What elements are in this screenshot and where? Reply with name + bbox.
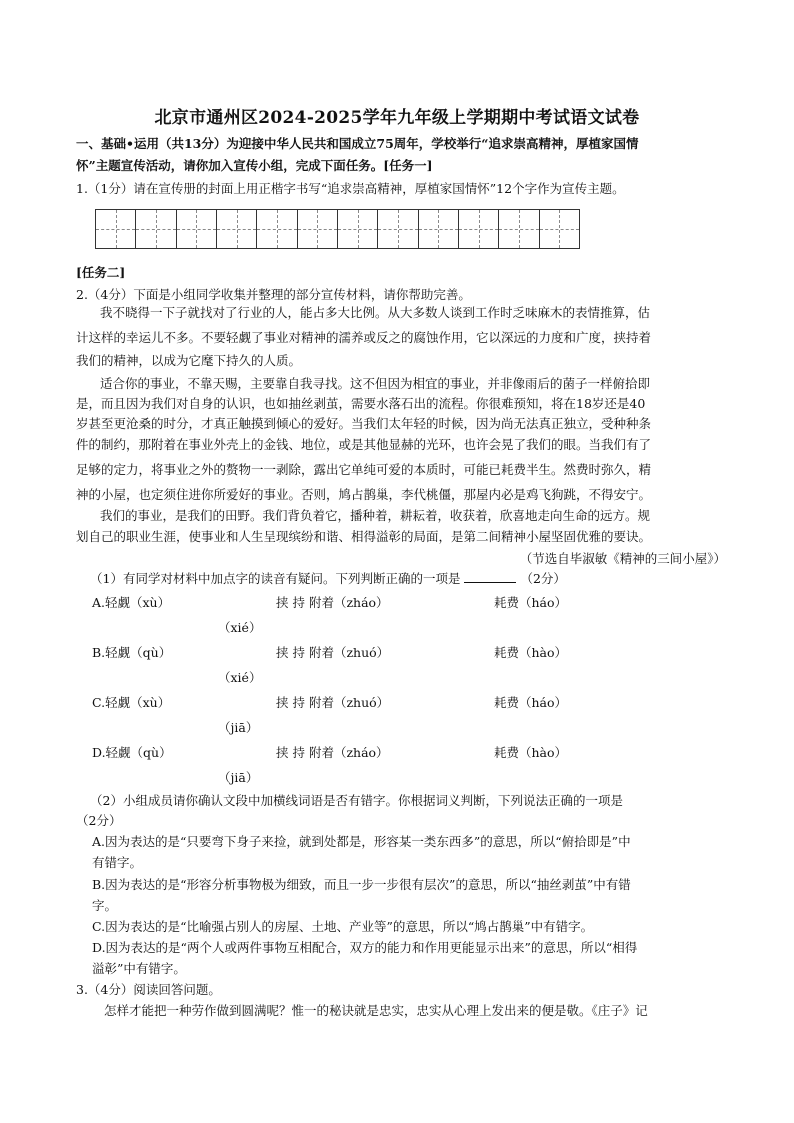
- answer-blank[interactable]: [464, 570, 516, 583]
- option-d-part1[interactable]: D.轻觑（qù）: [92, 745, 172, 760]
- writing-grid[interactable]: [95, 209, 580, 249]
- option-c-part3: 耗费（háo）: [494, 695, 568, 710]
- page-title: 北京市通州区2024-2025学年九年级上学期期中考试语文试卷: [154, 108, 640, 128]
- grid-cell[interactable]: [540, 210, 579, 248]
- passage-p2-line: 是，而且因为我们对自身的认识，也如抽丝剥茧，需要水落石出的流程。你很难预知，将在18岁还是40: [76, 396, 646, 411]
- grid-cell[interactable]: [338, 210, 378, 248]
- grid-cell[interactable]: [217, 210, 257, 248]
- question-3-intro: 3.（4分）阅读回答问题。: [76, 982, 221, 997]
- passage-p3-line: 划自己的职业生涯，使事业和人生呈现缤纷和谐、相得溢彰的局面，是第二间精神小屋坚固优雅的要诀。: [76, 529, 652, 544]
- option-c-part4: （jiā）: [218, 720, 259, 735]
- option-b-part3: 耗费（hào）: [494, 645, 568, 660]
- grid-cell[interactable]: [257, 210, 297, 248]
- sub-question-1-stem: （1）有同学对材料中加点字的读音有疑问。下列判断正确的一项是: [90, 571, 461, 586]
- grid-cell[interactable]: [378, 210, 418, 248]
- passage-p2-line: 件的制约，那附着在事业外壳上的金钱、地位，或是其他显赫的光环，也许会晃了我们的眼。当我们有了: [76, 437, 652, 452]
- grid-cell[interactable]: [499, 210, 539, 248]
- option-a-part2: 挟 持 附着（zháo）: [276, 595, 389, 610]
- section-heading-line-1: 一、基础•运用（共13分）为迎接中华人民共和国成立75周年，学校举行“追求崇高精神，厚植家国情: [76, 136, 639, 151]
- option-c-part2: 挟 持 附着（zhuó）: [276, 695, 390, 710]
- grid-cell[interactable]: [298, 210, 338, 248]
- sub-question-2-score: （2分）: [76, 813, 122, 828]
- sub-question-2-option[interactable]: A.因为表达的是“只要弯下身子来捡，就到处都是，形容某一类东西多”的意思，所以“俯拾即是”中: [92, 834, 631, 849]
- passage-p2-line: 适合你的事业，不靠天赐，主要靠自我寻找。这不但因为相宜的事业，并非像雨后的菌子一样俯拾即: [100, 376, 651, 391]
- question-1: 1.（1分）请在宣传册的封面上用正楷字书写“追求崇高精神，厚植家国情怀”12个字作为宣传主题。: [76, 181, 625, 196]
- option-c-part1[interactable]: C.轻觑（xù）: [92, 695, 171, 710]
- sub-question-2-option-cont: 字。: [92, 898, 118, 913]
- grid-cell[interactable]: [96, 210, 136, 248]
- question-3-passage-line: 怎样才能把一种劳作做到圆满呢？惟一的秘诀就是忠实，忠实从心理上发出来的便是敬。《庄子》记: [104, 1003, 648, 1018]
- question-2-intro: 2.（4分）下面是小组同学收集并整理的部分宣传材料，请你帮助完善。: [76, 287, 471, 302]
- option-b-part4: （xié）: [218, 670, 262, 685]
- option-a-part3: 耗费（háo）: [494, 595, 568, 610]
- grid-cell[interactable]: [419, 210, 459, 248]
- sub-question-1-score: （2分）: [520, 571, 566, 586]
- passage-p1-line: 我们的精神，以成为它麾下持久的人质。: [76, 353, 302, 368]
- option-d-part2: 挟 持 附着（zháo）: [276, 745, 389, 760]
- option-a-part1[interactable]: A.轻觑（xù）: [92, 595, 171, 610]
- passage-source: （节选自毕淑敏《精神的三间小屋》）: [519, 551, 726, 566]
- sub-question-2-option[interactable]: C.因为表达的是“比喻强占别人的房屋、土地、产业等”的意思，所以“鸠占鹊巢”中有错字。: [92, 919, 594, 934]
- passage-p1-line: 我不晓得一下子就找对了行业的人，能占多大比例。从大多数人谈到工作时乏味麻木的表情推算，估: [100, 305, 651, 320]
- option-b-part1[interactable]: B.轻觑（qù）: [92, 645, 172, 660]
- sub-question-2-option-cont: 溢彰”中有错字。: [92, 961, 186, 976]
- sub-question-2-option-cont: 有错字。: [92, 855, 143, 870]
- option-d-part3: 耗费（hào）: [494, 745, 568, 760]
- sub-question-2-stem: （2）小组成员请你确认文段中加横线词语是否有错字。你根据词义判断，下列说法正确的一项是: [90, 793, 623, 808]
- grid-cell[interactable]: [136, 210, 176, 248]
- option-d-part4: （jiā）: [218, 770, 259, 785]
- passage-p2-line: 神的小屋，也定须住进你所爱好的事业。否则，鸠占鹊巢，李代桃僵，那屋内必是鸡飞狗跳，不得安宁。: [76, 487, 652, 502]
- grid-cell[interactable]: [177, 210, 217, 248]
- option-a-part4: （xié）: [218, 620, 262, 635]
- task-2-heading: [任务二]: [76, 265, 126, 280]
- sub-question-1: [90, 570, 726, 588]
- sub-question-2-option[interactable]: B.因为表达的是“形容分析事物极为细致，而且一步一步很有层次”的意思，所以“抽丝剥茧”中有错: [92, 877, 631, 892]
- section-heading-line-2: 怀”主题宣传活动，请你加入宣传小组，完成下面任务。[任务一]: [76, 158, 433, 173]
- grid-cell[interactable]: [459, 210, 499, 248]
- option-b-part2: 挟 持 附着（zhuó）: [276, 645, 390, 660]
- passage-p2-line: 岁甚至更沧桑的时分，才真正触摸到倾心的爱好。当我们太年轻的时候，因为尚无法真正独立，受种种条: [76, 416, 652, 431]
- passage-p2-line: 足够的定力，将事业之外的赘物一一剥除，露出它单纯可爱的本质时，可能已耗费半生。然费时弥久，精: [76, 462, 652, 477]
- passage-p1-line: 计这样的幸运儿不多。不要轻觑了事业对精神的濡养或反之的腐蚀作用，它以深远的力度和广度，挟持着: [76, 330, 652, 345]
- sub-question-2-option[interactable]: D.因为表达的是“两个人或两件事物互相配合，双方的能力和作用更能显示出来”的意思，所以“相得: [92, 940, 638, 955]
- passage-p3-line: 我们的事业，是我们的田野。我们背负着它，播种着，耕耘着，收获着，欣喜地走向生命的远方。规: [100, 508, 651, 523]
